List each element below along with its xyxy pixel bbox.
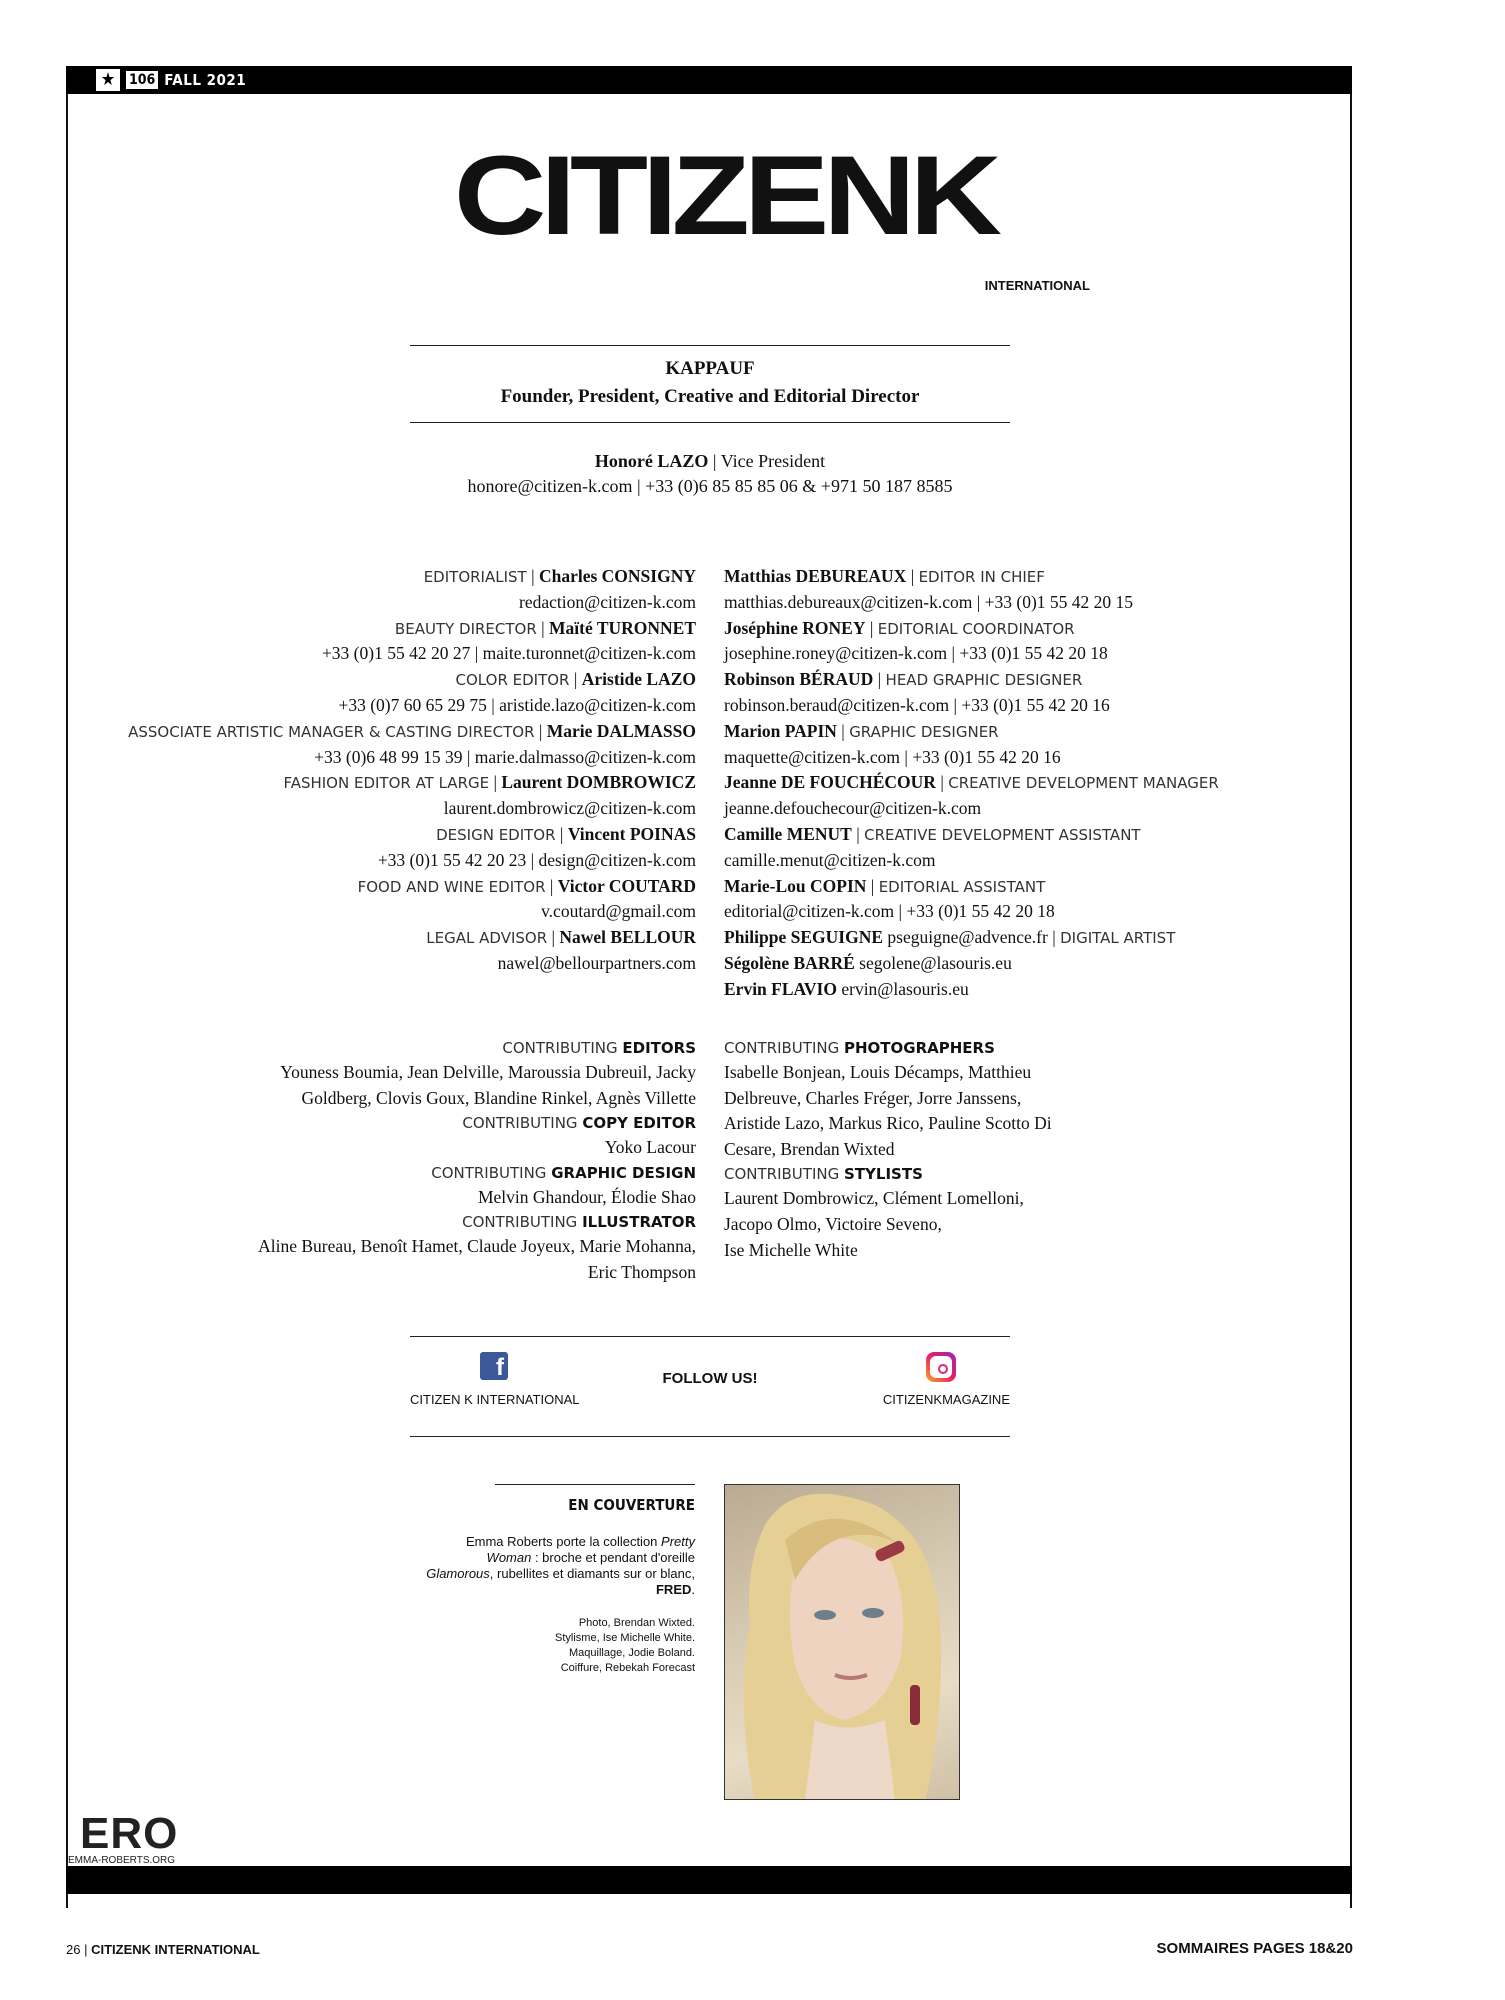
staff-contact: robinson.beraud@citizen-k.com | +33 (0)1 55 42 20 16	[724, 694, 1110, 715]
contrib-names: Isabelle Bonjean, Louis Décamps, Matthieu	[724, 1062, 1032, 1082]
staff-entry: FASHION EDITOR AT LARGE | Laurent DOMBROWICZ	[283, 772, 696, 793]
staff-name: Jeanne DE FOUCHÉCOUR	[724, 772, 936, 793]
contrib-prefix: CONTRIBUTING	[502, 1039, 618, 1057]
founder-title: Founder, President, Creative and Editorial Director	[500, 386, 920, 407]
staff-role: CREATIVE DEVELOPMENT MANAGER	[948, 774, 1219, 793]
facebook-label[interactable]: CITIZEN K INTERNATIONAL	[410, 1392, 580, 1407]
contrib-names: Youness Boumia, Jean Delville, Maroussia Dubreuil, Jacky	[280, 1062, 696, 1082]
staff-entry: Matthias DEBUREAUX | EDITOR IN CHIEF	[724, 566, 1045, 586]
contrib-names: Ise Michelle White	[724, 1239, 858, 1260]
cover-title: EN COUVERTURE	[568, 1496, 695, 1514]
divider	[410, 1436, 1010, 1437]
footer-right: SOMMAIRES PAGES 18&20	[1156, 1940, 1353, 1957]
staff-entry: COLOR EDITOR | Aristide LAZO	[455, 669, 696, 690]
staff-name: Philippe SEGUIGNE	[724, 927, 884, 948]
staff-contact: +33 (0)7 60 65 29 75 | aristide.lazo@citizen-k.com	[338, 694, 696, 715]
vp-contact: honore@citizen-k.com | +33 (0)6 85 85 85 06 & +971 50 187 8585	[467, 476, 953, 496]
contrib-names: Cesare, Brendan Wixted	[724, 1138, 895, 1159]
contrib-prefix: CONTRIBUTING	[724, 1165, 840, 1184]
contrib-prefix: CONTRIBUTING	[462, 1114, 578, 1133]
contrib-label: COPY EDITOR	[582, 1114, 696, 1133]
staff-role: HEAD GRAPHIC DESIGNER	[885, 671, 1083, 690]
bottom-bar	[66, 1866, 1352, 1894]
issue-season: FALL 2021	[164, 71, 247, 89]
staff-name: Marion PAPIN	[724, 720, 837, 741]
contrib-names: Eric Thompson	[587, 1261, 696, 1282]
staff-entry: LEGAL ADVISOR | Nawel BELLOUR	[426, 927, 696, 948]
staff-name: Robinson BÉRAUD	[724, 669, 874, 690]
facebook-icon[interactable]: f	[480, 1352, 508, 1380]
staff-role: ASSOCIATE ARTISTIC MANAGER & CASTING DIRECTOR	[128, 722, 535, 741]
divider	[495, 1484, 695, 1485]
staff-contact: redaction@citizen-k.com	[519, 591, 696, 612]
contrib-heading	[96, 1036, 696, 1060]
founder-name: KAPPAUF	[665, 358, 755, 379]
staff-contact: +33 (0)1 55 42 20 27 | maite.turonnet@citizen-k.com	[321, 643, 696, 664]
vice-president: Honoré LAZO | Vice President	[594, 451, 826, 471]
contrib-heading	[96, 1161, 696, 1185]
cover-photo-illustration	[725, 1485, 960, 1800]
contrib-label: PHOTOGRAPHERS	[844, 1039, 995, 1057]
social-section	[410, 1336, 1010, 1416]
contrib-names: Laurent Dombrowicz, Clément Lomelloni,	[724, 1188, 1024, 1209]
instagram-label[interactable]: CITIZENKMAGAZINE	[882, 1392, 1010, 1407]
issue-number: 106	[126, 71, 158, 89]
staff-contact: editorial@citizen-k.com | +33 (0)1 55 42 20 18	[724, 901, 1055, 922]
staff-name: Victor COUTARD	[557, 875, 696, 896]
contrib-prefix: CONTRIBUTING	[431, 1163, 547, 1182]
staff-name: Camille MENUT	[724, 823, 852, 844]
staff-role: FASHION EDITOR AT LARGE	[283, 774, 490, 793]
footer-publication: CITIZENK INTERNATIONAL	[91, 1942, 260, 1957]
star-icon: ★	[96, 69, 120, 91]
staff-entry: Robinson BÉRAUD | HEAD GRAPHIC DESIGNER	[724, 669, 1083, 690]
top-bar	[66, 66, 1352, 94]
divider	[410, 345, 1010, 346]
staff-email: pseguigne@advence.fr	[887, 927, 1048, 948]
staff-contact: matthias.debureaux@citizen-k.com | +33 (0)1 55 42 20 15	[724, 591, 1134, 612]
contrib-heading	[724, 1036, 1154, 1060]
follow-us-label: FOLLOW US!	[662, 1370, 758, 1387]
staff-email: ervin@lasouris.eu	[841, 978, 969, 999]
staff-entry: Jeanne DE FOUCHÉCOUR | CREATIVE DEVELOPMENT MANAGER	[724, 772, 1219, 793]
staff-right-column	[724, 564, 1424, 1003]
staff-role: DESIGN EDITOR	[436, 825, 556, 844]
staff-name: Laurent DOMBROWICZ	[501, 772, 696, 793]
staff-name: Maïté TURONNET	[549, 617, 696, 638]
staff-contact: maquette@citizen-k.com | +33 (0)1 55 42 20 16	[724, 746, 1061, 767]
staff-role: EDITORIAL COORDINATOR	[877, 619, 1075, 638]
contrib-names: Yoko Lacour	[604, 1137, 696, 1158]
magazine-logo: CITIZENK	[453, 132, 997, 259]
staff-role: BEAUTY DIRECTOR	[394, 619, 537, 638]
staff-name: Ségolène BARRÉ	[724, 952, 855, 973]
ero-url: EMMA-ROBERTS.ORG	[68, 1855, 176, 1866]
staff-entry: Marion PAPIN | GRAPHIC DESIGNER	[724, 720, 999, 741]
staff-entry: Joséphine RONEY | EDITORIAL COORDINATOR	[724, 617, 1075, 638]
staff-entry: FOOD AND WINE EDITOR | Victor COUTARD	[357, 875, 696, 896]
staff-role: EDITOR IN CHIEF	[918, 568, 1045, 586]
staff-contact: laurent.dombrowicz@citizen-k.com	[443, 798, 696, 819]
staff-contact: +33 (0)1 55 42 20 23 | design@citizen-k.com	[377, 849, 696, 870]
staff-contact: nawel@bellourpartners.com	[497, 952, 696, 973]
logo-subtitle: INTERNATIONAL	[984, 278, 1090, 293]
staff-contact: jeanne.defouchecour@citizen-k.com	[724, 798, 982, 819]
staff-name: Vincent POINAS	[567, 823, 696, 844]
contrib-names: Melvin Ghandour, Élodie Shao	[477, 1186, 696, 1207]
footer-left: 26 | CITIZENK INTERNATIONAL	[66, 1942, 260, 1957]
cover-photo	[724, 1484, 960, 1800]
staff-name: Marie DALMASSO	[546, 720, 696, 741]
cover-credits: Photo, Brendan Wixted. Stylisme, Ise Michelle White. Maquillage, Jodie Boland. Coiffure, Rebekah Forecast	[555, 1617, 695, 1674]
staff-entry: ASSOCIATE ARTISTIC MANAGER & CASTING DIRECTOR | Marie DALMASSO	[128, 720, 696, 741]
staff-contact: v.coutard@gmail.com	[541, 901, 696, 922]
staff-left-column	[0, 564, 696, 977]
staff-entry: DESIGN EDITOR | Vincent POINAS	[436, 823, 696, 844]
contrib-names: Delbreuve, Charles Fréger, Jorre Janssens,	[724, 1087, 1022, 1108]
ero-logo: ERO	[80, 1809, 179, 1858]
staff-entry: Philippe SEGUIGNE pseguigne@advence.fr | DIGITAL ARTIST	[724, 927, 1176, 948]
staff-contact: josephine.roney@citizen-k.com | +33 (0)1 55 42 20 18	[724, 643, 1108, 664]
contrib-label: STYLISTS	[844, 1165, 923, 1184]
contrib-names: Jacopo Olmo, Victoire Seveno,	[724, 1213, 942, 1234]
staff-role: CREATIVE DEVELOPMENT ASSISTANT	[864, 825, 1141, 844]
staff-entry: BEAUTY DIRECTOR | Maïté TURONNET	[394, 617, 696, 638]
staff-entry: Marie-Lou COPIN | EDITORIAL ASSISTANT	[724, 875, 1046, 896]
contrib-label: GRAPHIC DESIGN	[551, 1163, 696, 1182]
page-number: 26	[66, 1942, 81, 1957]
staff-name: Nawel BELLOUR	[559, 927, 696, 948]
contrib-names: Aline Bureau, Benoît Hamet, Claude Joyeux, Marie Mohanna,	[258, 1236, 696, 1257]
contrib-label: ILLUSTRATOR	[582, 1213, 696, 1232]
staff-role: FOOD AND WINE EDITOR	[357, 877, 546, 896]
contributors-right	[724, 1036, 1154, 1263]
staff-name: Ervin FLAVIO	[724, 978, 837, 999]
staff-role: EDITORIALIST	[423, 568, 527, 586]
staff-role: EDITORIAL ASSISTANT	[878, 877, 1046, 896]
staff-entry	[724, 977, 1424, 1003]
staff-role: DIGITAL ARTIST	[1060, 929, 1176, 948]
staff-email: segolene@lasouris.eu	[859, 952, 1012, 973]
staff-entry: Camille MENUT | CREATIVE DEVELOPMENT ASSISTANT	[724, 823, 1141, 844]
staff-entry: EDITORIALIST | Charles CONSIGNY	[423, 566, 696, 586]
contrib-heading	[96, 1210, 696, 1234]
staff-name: Joséphine RONEY	[724, 617, 866, 638]
staff-name: Aristide LAZO	[581, 669, 696, 690]
instagram-icon[interactable]	[926, 1352, 956, 1382]
staff-contact: +33 (0)6 48 99 15 39 | marie.dalmasso@citizen-k.com	[314, 746, 696, 767]
staff-name: Marie-Lou COPIN	[724, 875, 867, 896]
contrib-prefix: CONTRIBUTING	[462, 1213, 578, 1232]
contrib-names: Aristide Lazo, Markus Rico, Pauline Scotto Di	[724, 1113, 1052, 1134]
divider	[410, 422, 1010, 423]
contrib-prefix: CONTRIBUTING	[724, 1039, 840, 1057]
cover-description: Emma Roberts porte la collection Pretty Woman : broche et pendant d'oreille Glamorous, rubellites et diamants sur or blanc, FRED.	[426, 1534, 695, 1597]
contrib-heading	[724, 1162, 1154, 1186]
staff-role: LEGAL ADVISOR	[426, 929, 548, 948]
staff-name: Charles CONSIGNY	[538, 566, 696, 586]
contrib-names: Goldberg, Clovis Goux, Blandine Rinkel, Agnès Villette	[301, 1087, 696, 1108]
issue-badge	[96, 68, 246, 92]
vp-role: Vice President	[720, 451, 826, 471]
contrib-label: EDITORS	[622, 1039, 696, 1057]
contributors-left	[96, 1036, 696, 1286]
staff-role: GRAPHIC DESIGNER	[849, 722, 999, 741]
staff-name: Matthias DEBUREAUX	[724, 566, 907, 586]
staff-entry	[724, 951, 1424, 977]
contrib-heading	[96, 1111, 696, 1135]
staff-role: COLOR EDITOR	[455, 671, 570, 690]
vp-name: Honoré LAZO	[594, 451, 709, 471]
staff-contact: camille.menut@citizen-k.com	[724, 849, 936, 870]
